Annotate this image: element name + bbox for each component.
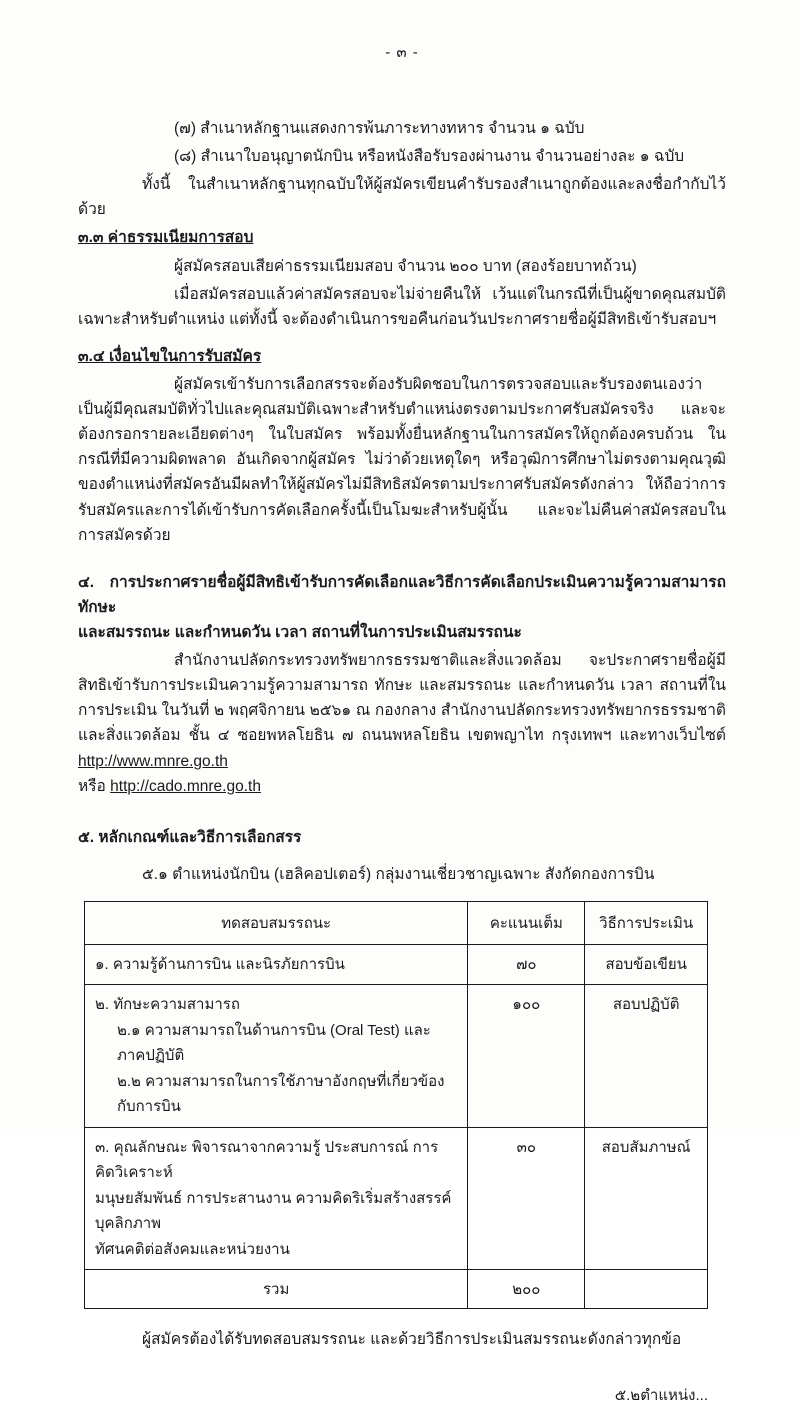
section-4-heading-line-2: และสมรรถนะ และกำหนดวัน เวลา สถานที่ในการประเมินสมรรถนะ [78, 623, 522, 641]
competency-line: ๓. คุณลักษณะ พิจารณาจากความรู้ ประสบการณ์ การคิดวิเคราะห์ [95, 1138, 439, 1182]
section-3-4-heading [78, 344, 726, 369]
mnre-website-link[interactable]: http://www.mnre.go.th [78, 752, 228, 770]
total-method [585, 1270, 708, 1309]
attachment-item-7: (๗) สำเนาหลักฐานแสดงการพ้นภาระทางทหาร จำนวน ๑ ฉบับ [174, 120, 585, 137]
table-total-row [85, 1270, 708, 1309]
section-4-heading-line-1: ๔. การประกาศรายชื่อผู้มีสิทธิเข้ารับการคัดเลือกและวิธีการคัดเลือกประเมินความรู้ความสามารถ ทักษะ [78, 573, 726, 616]
section-3-4-title: ๓.๔ เงื่อนไขในการรับสมัคร [78, 347, 262, 365]
section-4-paragraph [78, 648, 726, 774]
section-3-3-heading [78, 225, 726, 250]
cell-score: ๓๐ [468, 1127, 585, 1270]
section-3-3-title: ๓.๓ ค่าธรรมเนียมการสอบ [78, 229, 254, 247]
competency-line: ทัศนคติต่อสังคมและหน่วยงาน [95, 1240, 290, 1258]
section-4-paragraph-text: สำนักงานปลัดกระทรวงทรัพยากรธรรมชาติและสิ่งแวดล้อม จะประกาศรายชื่อผู้มีสิทธิเข้ารับการประเมินความรู้ความสามารถ ทักษะ และสมรรถนะ และกำหนดวัน เวลา สถานที่ในการประเมิน ในวันที่ ๒ พฤศจิกายน ๒๕๖๑ ณ กองกลาง สำนักงานปลัดกระทรวงทรัพยากรธรรมชาติและสิ่งแวดล้อม ชั้น ๔ ซอยพหลโยธิน ๗ ถนนพหลโยธิน เขตพญาไท กรุงเทพฯ และทางเว็บไซต์ [78, 652, 726, 745]
attachment-item-8: (๘) สำเนาใบอนุญาตนักบิน หรือหนังสือรับรองผ่านงาน จำนวนอย่างละ ๑ ฉบับ [174, 148, 685, 166]
assessment-table-body [85, 944, 708, 1309]
assessment-table [84, 901, 708, 1310]
cell-method: สอบสัมภาษณ์ [585, 1127, 708, 1270]
total-label: รวม [85, 1270, 468, 1309]
competency-line: ๑. ความรู้ด้านการบิน และนิรภัยการบิน [95, 955, 345, 973]
cell-competency [85, 1127, 468, 1270]
table-header-row [85, 901, 708, 944]
table-row [85, 944, 708, 985]
table-row [85, 1127, 708, 1270]
table-row [85, 985, 708, 1128]
section-5-heading: ๕. หลักเกณฑ์และวิธีการเลือกสรร [78, 828, 302, 846]
cell-competency [85, 985, 468, 1128]
column-header-method: วิธีการประเมิน [585, 901, 708, 944]
total-score: ๒๐๐ [468, 1270, 585, 1309]
cell-score: ๑๐๐ [468, 985, 585, 1128]
page-continuation-note: ๕.๒ตำแหน่ง... [614, 1386, 708, 1404]
assessment-table-head [85, 901, 708, 944]
post-table-note: ผู้สมัครต้องได้รับทดสอบสมรรถนะ และด้วยวิธีการประเมินสมรรถนะดังกล่าวทุกข้อ [142, 1331, 682, 1349]
section-3-3-paragraph-2: เมื่อสมัครสอบแล้วค่าสมัครสอบจะไม่จ่ายคืนให้ เว้นแต่ในกรณีที่เป็นผู้ขาดคุณสมบัติเฉพาะสำหรับตำแหน่ง แต่ทั้งนี้ จะต้องดำเนินการขอคืนก่อนวันประกาศรายชื่อผู้มีสิทธิเข้ารับสอบฯ [78, 285, 726, 328]
attachment-note: ทั้งนี้ ในสำเนาหลักฐานทุกฉบับให้ผู้สมัครเขียนคำรับรองสำเนาถูกต้องและลงชื่อกำกับไว้ด้วย [78, 176, 726, 219]
cell-score: ๗๐ [468, 944, 585, 985]
section-4-alt-link-line [78, 774, 726, 799]
cell-method: สอบปฏิบัติ [585, 985, 708, 1128]
competency-line: มนุษยสัมพันธ์ การประสานงาน ความคิดริเริ่มสร้างสรรค์ บุคลิกภาพ [95, 1189, 452, 1233]
section-3-4-paragraph-1: ผู้สมัครเข้ารับการเลือกสรรจะต้องรับผิดชอบในการตรวจสอบและรับรองตนเองว่า เป็นผู้มีคุณสมบัติทั่วไปและคุณสมบัติเฉพาะสำหรับตำแหน่งตรงตามประกาศรับสมัครจริง และจะต้องกรอกรายละเอียดต่างๆ ในใบสมัคร พร้อมทั้งยื่นหลักฐานในการสมัครให้ถูกต้องครบถ้วน ในกรณีที่มีความผิดพลาด อันเกิดจากผู้สมัคร ไม่ว่าด้วยเหตุใดๆ หรือวุฒิการศึกษาไม่ตรงตามคุณวุฒิของตำแหน่งที่สมัครอันมีผลทำให้ผู้สมัครไม่มีสิทธิสมัครตามประกาศรับสมัครดังกล่าว ให้ถือว่าการรับสมัครและการได้เข้ารับการคัดเลือกครั้งนี้เป็นโมฆะสำหรับผู้นั้น และจะไม่คืนค่าสมัครสอบในการสมัครด้วย [78, 375, 726, 544]
cell-method: สอบข้อเขียน [585, 944, 708, 985]
competency-line: ๒. ทักษะความสามารถ [95, 996, 240, 1014]
competency-subline: ๒.๑ ความสามารถในด้านการบิน (Oral Test) และภาคปฏิบัติ [117, 1021, 431, 1065]
column-header-competency: ทดสอบสมรรถนะ [85, 901, 468, 944]
competency-subline: ๒.๒ ความสามารถในการใช้ภาษาอังกฤษที่เกี่ยวข้องกับการบิน [117, 1072, 445, 1116]
section-5-1-heading: ๕.๑ ตำแหน่งนักบิน (เฮลิคอปเตอร์) กลุ่มงานเชี่ยวชาญเฉพาะ สังกัดกองการบิน [142, 865, 655, 883]
page-number: - ๓ - [385, 44, 419, 61]
section-3-3-paragraph-1: ผู้สมัครสอบเสียค่าธรรมเนียมสอบ จำนวน ๒๐๐ บาท (สองร้อยบาทถ้วน) [174, 257, 637, 275]
cell-competency [85, 944, 468, 985]
page-content [78, 40, 726, 1407]
section-4-alt-link-prefix: หรือ [78, 777, 111, 795]
column-header-full-score: คะแนนเต็ม [468, 901, 585, 944]
cado-website-link[interactable]: http://cado.mnre.go.th [110, 777, 261, 795]
